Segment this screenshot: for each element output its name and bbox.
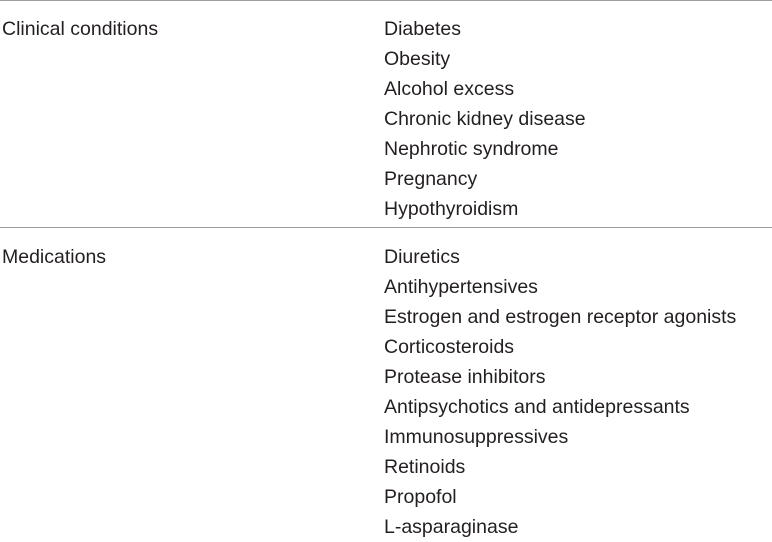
- list-item: Diabetes: [384, 18, 461, 40]
- list-item: Immunosuppressives: [384, 426, 569, 448]
- list-item: L-asparaginase: [384, 516, 519, 538]
- list-item: Estrogen and estrogen receptor agonists: [384, 306, 737, 328]
- list-item: Chronic kidney disease: [384, 108, 586, 130]
- list-item: Nephrotic syndrome: [384, 138, 559, 160]
- list-item: Antihypertensives: [384, 276, 538, 298]
- list-item: Hypothyroidism: [384, 198, 519, 220]
- list-item: Obesity: [384, 48, 451, 70]
- list-item: Protease inhibitors: [384, 366, 546, 388]
- list-item: Corticosteroids: [384, 336, 515, 358]
- category-label: Clinical conditions: [2, 18, 159, 40]
- list-item: Propofol: [384, 486, 457, 508]
- list-item: Antipsychotics and antidepressants: [384, 396, 690, 418]
- list-item: Pregnancy: [384, 168, 478, 190]
- list-item: Retinoids: [384, 456, 466, 478]
- list-item: Diuretics: [384, 246, 460, 268]
- table-row-clinical-conditions: [0, 0, 772, 228]
- table-row-medications: [0, 227, 772, 541]
- category-label: Medications: [2, 246, 107, 268]
- list-item: Alcohol excess: [384, 78, 515, 100]
- item-list: [384, 242, 736, 542]
- item-list: [384, 14, 586, 224]
